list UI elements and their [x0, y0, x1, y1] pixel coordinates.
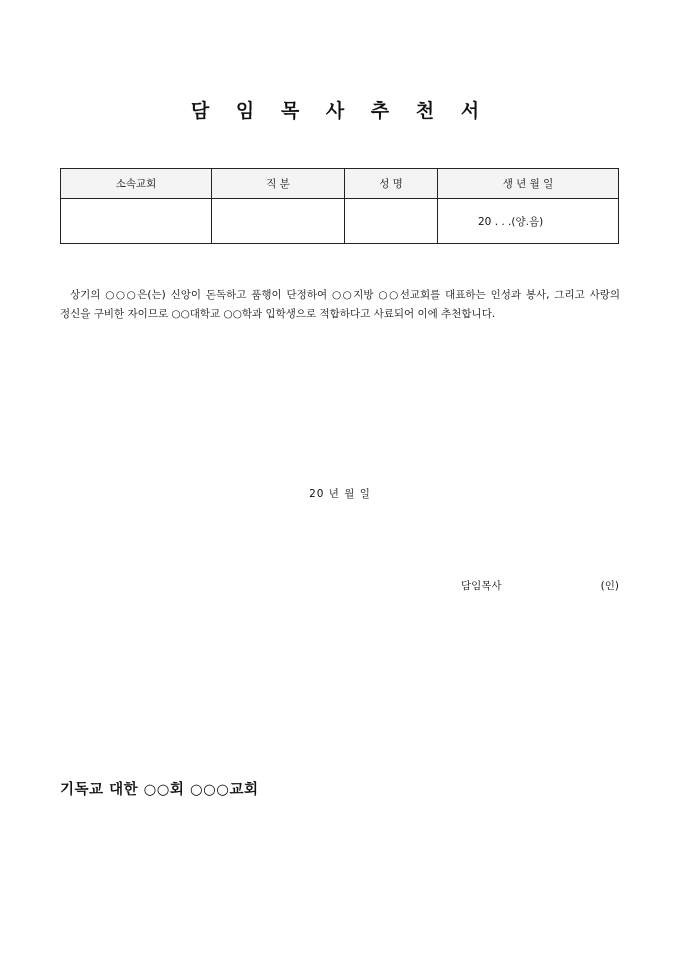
header-church: 소속교회 — [61, 169, 212, 199]
cell-church[interactable] — [61, 199, 212, 244]
church-footer: 기독교 대한 ○○회 ○○○교회 — [60, 782, 259, 798]
header-name: 성 명 — [345, 169, 438, 199]
recommendation-body: 상기의 ○○○은(는) 신앙이 돈독하고 품행이 단정하여 ○○지방 ○○선교회를 대표하는 인성과 봉사, 그리고 사랑의 정신을 구비한 자이므로 ○○대학교 ○○학과 입학생으로 적합하다고 사료되어 이에 추천합니다. — [60, 289, 620, 320]
recommendee-info-table — [60, 168, 619, 244]
signature-line — [461, 578, 619, 593]
seal-mark: (인) — [600, 580, 619, 592]
table-header-row — [61, 169, 619, 199]
header-position: 직 분 — [212, 169, 345, 199]
table-row — [61, 199, 619, 244]
document-title: 담 임 목 사 추 천 서 — [190, 100, 490, 122]
header-birth-date: 생 년 월 일 — [438, 169, 619, 199]
cell-birth-date[interactable]: 20 . . .(양.음) — [438, 199, 619, 244]
signature-label: 담임목사 — [461, 580, 502, 592]
cell-position[interactable] — [212, 199, 345, 244]
date-line: 20 년 월 일 — [309, 488, 371, 500]
cell-name[interactable] — [345, 199, 438, 244]
